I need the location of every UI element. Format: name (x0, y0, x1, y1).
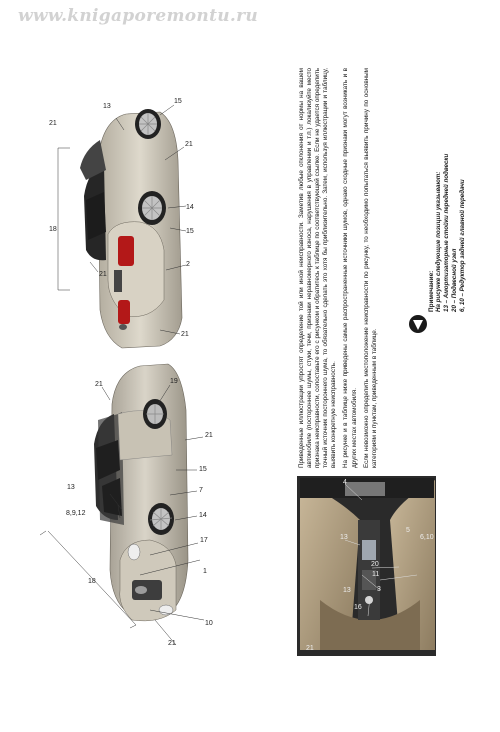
note-item-3: 6, 10 – Редуктор задней главной передачи (459, 179, 466, 312)
callout-13-b: 13 (103, 103, 111, 110)
callout-13-d: 13 (343, 587, 351, 594)
note-item-2: 20 – Подвесной узел (451, 248, 458, 312)
callout-19: 19 (170, 378, 178, 385)
callout-14-b: 14 (186, 204, 194, 211)
car-front-image (94, 364, 188, 621)
note-title: Примечание: (428, 270, 435, 312)
note-icon (409, 315, 427, 333)
callout-21-a: 21 (95, 381, 103, 388)
callout-14-a: 14 (199, 512, 207, 519)
car-rear-image (80, 109, 182, 348)
callout-21-f: 21 (181, 331, 189, 338)
callout-15-a: 15 (199, 466, 207, 473)
callout-20: 20 (371, 561, 379, 568)
callout-21-c: 21 (205, 432, 213, 439)
callout-4: 4 (343, 479, 347, 486)
callout-13-a: 13 (67, 484, 75, 491)
callout-13-c: 13 (340, 534, 348, 541)
callout-18-a: 18 (88, 578, 96, 585)
callout-5: 5 (406, 527, 410, 534)
callout-21-b: 21 (168, 640, 176, 647)
callout-11: 11 (372, 571, 380, 578)
callout-21-d: 21 (185, 141, 193, 148)
paragraph-2: На рисунке и в таблице ниже приведены самые распространенные источники шумов, однако сходные признаки могут возникать и в других местах автомобиля. (342, 68, 358, 468)
callout-3: 3 (377, 586, 381, 593)
callout-7: 7 (199, 487, 203, 494)
watermark: www.knigaporemontu.ru (18, 6, 259, 26)
note-item-1: 13 – Амортизаторные стойки передней подвески (443, 153, 450, 312)
callout-15-b: 15 (174, 98, 182, 105)
callout-15-c: 15 (186, 228, 194, 235)
callout-16: 16 (354, 604, 362, 611)
callout-8-9-12: 8,9,12 (66, 510, 86, 517)
note-block (428, 112, 467, 312)
interior-photo (297, 476, 436, 656)
callout-18-b: 18 (49, 226, 57, 233)
callout-21-e: 21 (99, 271, 107, 278)
callout-17: 17 (200, 537, 208, 544)
paragraph-1: Приведенные иллюстрации упростят определение той или иной неисправности. Заметив любые отклонения от нормы на вашем автомобиле (постороннее шумы, стуки, течи, признаки неравномерного износа, нарушения в управлении и т.п.) локализуйте место признака неисправности, сопоставьте его с рисунком и обратитесь к таблице по соответствующей ссылке. Если не удается определить точный источник постороннего шума, то обязательно сделать это хотя бы приблизительно. Затем, используя иллюстрации и таблицу, выявить конкретную неисправность. (298, 68, 338, 468)
callout-2: 2 (186, 261, 190, 268)
note-intro: На рисунке следующие позиции указывают: (435, 171, 442, 312)
callout-21-g: 21 (49, 120, 57, 127)
callout-1: 1 (203, 568, 207, 575)
paragraph-3: Если невозможно определить местоположение неисправности по рисунку, то необходимо попытаться выявить причину по основным категориям и пунктам, приведенным в таблице. (362, 68, 378, 468)
text-block (298, 68, 383, 468)
callout-6-10: 6,10 (420, 534, 434, 541)
callout-21-h: 21 (306, 645, 314, 652)
callout-10: 10 (205, 620, 213, 627)
